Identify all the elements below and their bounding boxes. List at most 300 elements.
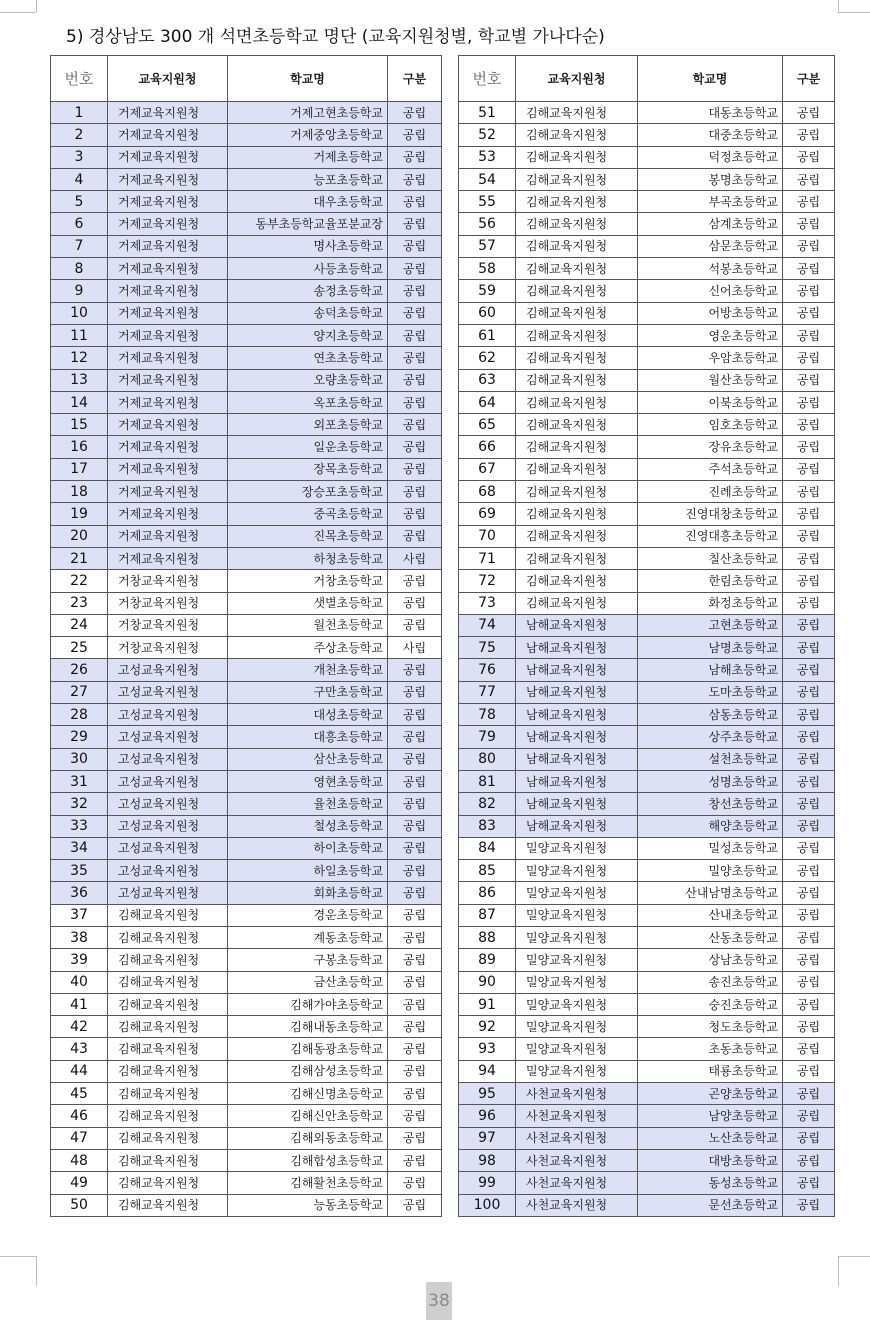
table-row (459, 369, 835, 391)
row-type: 공립 (783, 1083, 835, 1105)
row-type: 공립 (783, 926, 835, 948)
row-school-name: 장승포초등학교 (228, 481, 388, 503)
row-office: 거제교육지원청 (108, 146, 228, 168)
row-office: 김해교육지원청 (516, 102, 638, 124)
row-type: 공립 (783, 124, 835, 146)
header-no: 번호 (459, 56, 516, 102)
table-row (459, 882, 835, 904)
table-row (51, 614, 442, 636)
row-number: 34 (51, 837, 108, 859)
row-office: 김해교육지원청 (108, 949, 228, 971)
row-number: 25 (51, 637, 108, 659)
row-type: 공립 (388, 614, 442, 636)
row-type: 공립 (388, 815, 442, 837)
row-number: 17 (51, 458, 108, 480)
table-row (51, 793, 442, 815)
row-school-name: 사등초등학교 (228, 258, 388, 280)
row-type: 공립 (783, 1038, 835, 1060)
row-number: 57 (459, 235, 516, 257)
row-office: 김해교육지원청 (516, 124, 638, 146)
row-type: 공립 (783, 770, 835, 792)
row-number: 71 (459, 547, 516, 569)
row-office: 거제교육지원청 (108, 324, 228, 346)
row-office: 김해교육지원청 (516, 458, 638, 480)
row-number: 68 (459, 481, 516, 503)
table-row (459, 235, 835, 257)
row-type: 공립 (388, 681, 442, 703)
row-office: 거제교육지원청 (108, 347, 228, 369)
row-office: 거제교육지원청 (108, 102, 228, 124)
row-school-name: 진영대흥초등학교 (638, 525, 783, 547)
row-type: 공립 (388, 882, 442, 904)
row-school-name: 거제초등학교 (228, 146, 388, 168)
header-office: 교육지원청 (108, 56, 228, 102)
row-office: 고성교육지원청 (108, 882, 228, 904)
table-row (459, 570, 835, 592)
table-row (459, 837, 835, 859)
row-number: 70 (459, 525, 516, 547)
row-office: 고성교육지원청 (108, 681, 228, 703)
row-number: 53 (459, 146, 516, 168)
row-school-name: 봉명초등학교 (638, 168, 783, 190)
row-type: 공립 (783, 993, 835, 1015)
row-office: 김해교육지원청 (108, 1149, 228, 1171)
row-office: 김해교육지원청 (108, 1060, 228, 1082)
row-type: 공립 (783, 1016, 835, 1038)
row-number: 20 (51, 525, 108, 547)
row-type: 공립 (388, 347, 442, 369)
row-number: 94 (459, 1060, 516, 1082)
row-school-name: 진목초등학교 (228, 525, 388, 547)
table-row (51, 1127, 442, 1149)
table-row (459, 124, 835, 146)
row-type: 공립 (783, 592, 835, 614)
row-type: 공립 (783, 681, 835, 703)
row-office: 김해교육지원청 (108, 1105, 228, 1127)
row-office: 거제교육지원청 (108, 481, 228, 503)
table-row (459, 637, 835, 659)
table-row (459, 191, 835, 213)
row-type: 공립 (388, 481, 442, 503)
row-office: 거제교육지원청 (108, 436, 228, 458)
row-office: 사천교육지원청 (516, 1127, 638, 1149)
table-header-row (459, 56, 835, 102)
row-school-name: 철성초등학교 (228, 815, 388, 837)
row-office: 거제교육지원청 (108, 525, 228, 547)
table-body-right (459, 102, 835, 1217)
table-row (51, 235, 442, 257)
row-office: 김해교육지원청 (108, 1127, 228, 1149)
row-office: 김해교육지원청 (516, 547, 638, 569)
section-title: 5) 경상남도 300 개 석면초등학교 명단 (교육지원청별, 학교별 가나다순) (66, 27, 605, 47)
row-type: 공립 (388, 146, 442, 168)
row-type: 공립 (783, 414, 835, 436)
row-office: 김해교육지원청 (516, 235, 638, 257)
row-number: 46 (51, 1105, 108, 1127)
row-number: 79 (459, 726, 516, 748)
row-type: 공립 (388, 102, 442, 124)
row-school-name: 주석초등학교 (638, 458, 783, 480)
row-number: 40 (51, 971, 108, 993)
row-office: 거제교육지원청 (108, 503, 228, 525)
row-number: 5 (51, 191, 108, 213)
row-type: 공립 (783, 1149, 835, 1171)
table-row (459, 1149, 835, 1171)
row-office: 김해교육지원청 (516, 436, 638, 458)
row-type: 공립 (388, 124, 442, 146)
row-number: 41 (51, 993, 108, 1015)
table-row (459, 213, 835, 235)
row-number: 54 (459, 168, 516, 190)
row-school-name: 월천초등학교 (228, 614, 388, 636)
row-number: 37 (51, 904, 108, 926)
row-school-name: 성명초등학교 (638, 770, 783, 792)
row-office: 김해교육지원청 (516, 213, 638, 235)
row-type: 공립 (388, 971, 442, 993)
row-school-name: 연초초등학교 (228, 347, 388, 369)
row-school-name: 경운초등학교 (228, 904, 388, 926)
row-number: 78 (459, 704, 516, 726)
row-number: 29 (51, 726, 108, 748)
row-school-name: 문선초등학교 (638, 1194, 783, 1216)
row-school-name: 거제고현초등학교 (228, 102, 388, 124)
table-row (459, 971, 835, 993)
row-school-name: 구봉초등학교 (228, 949, 388, 971)
row-number: 26 (51, 659, 108, 681)
row-number: 99 (459, 1172, 516, 1194)
table-row (51, 481, 442, 503)
row-office: 밀양교육지원청 (516, 926, 638, 948)
table-header-row (51, 56, 442, 102)
row-type: 공립 (388, 458, 442, 480)
row-type: 공립 (388, 726, 442, 748)
school-table-right (458, 55, 835, 1217)
table-row (459, 102, 835, 124)
table-row (51, 302, 442, 324)
row-office: 김해교육지원청 (516, 503, 638, 525)
row-school-name: 태룡초등학교 (638, 1060, 783, 1082)
row-school-name: 김해내동초등학교 (228, 1016, 388, 1038)
row-number: 55 (459, 191, 516, 213)
row-type: 공립 (783, 1172, 835, 1194)
row-office: 김해교육지원청 (108, 971, 228, 993)
row-office: 거제교육지원청 (108, 391, 228, 413)
row-school-name: 동부초등학교율포분교장 (228, 213, 388, 235)
row-number: 67 (459, 458, 516, 480)
page-number: 38 (426, 1282, 452, 1320)
row-school-name: 산동초등학교 (638, 926, 783, 948)
row-type: 공립 (388, 1172, 442, 1194)
row-office: 김해교육지원청 (108, 926, 228, 948)
table-row (51, 1194, 442, 1216)
row-school-name: 칠산초등학교 (638, 547, 783, 569)
row-type: 공립 (783, 837, 835, 859)
row-type: 공립 (388, 1127, 442, 1149)
row-office: 김해교육지원청 (516, 168, 638, 190)
row-school-name: 송진초등학교 (638, 971, 783, 993)
table-row (51, 258, 442, 280)
row-type: 공립 (388, 770, 442, 792)
row-number: 77 (459, 681, 516, 703)
row-school-name: 설천초등학교 (638, 748, 783, 770)
row-type: 공립 (388, 926, 442, 948)
row-type: 사립 (388, 637, 442, 659)
table-row (51, 637, 442, 659)
row-office: 김해교육지원청 (516, 146, 638, 168)
row-type: 공립 (388, 793, 442, 815)
row-type: 공립 (388, 525, 442, 547)
row-number: 42 (51, 1016, 108, 1038)
row-school-name: 밀양초등학교 (638, 860, 783, 882)
table-row (51, 369, 442, 391)
table-row (459, 258, 835, 280)
row-school-name: 덕정초등학교 (638, 146, 783, 168)
row-number: 45 (51, 1083, 108, 1105)
row-office: 사천교육지원청 (516, 1149, 638, 1171)
row-school-name: 계동초등학교 (228, 926, 388, 948)
row-number: 23 (51, 592, 108, 614)
table-row (51, 949, 442, 971)
row-school-name: 영현초등학교 (228, 770, 388, 792)
row-office: 김해교육지원청 (108, 1194, 228, 1216)
row-office: 김해교육지원청 (516, 302, 638, 324)
row-school-name: 이북초등학교 (638, 391, 783, 413)
row-type: 공립 (783, 391, 835, 413)
row-school-name: 남해초등학교 (638, 659, 783, 681)
row-office: 남해교육지원청 (516, 614, 638, 636)
row-office: 김해교육지원청 (516, 592, 638, 614)
table-row (459, 146, 835, 168)
row-school-name: 상남초등학교 (638, 949, 783, 971)
row-type: 공립 (388, 1083, 442, 1105)
row-office: 거창교육지원청 (108, 592, 228, 614)
row-type: 공립 (783, 971, 835, 993)
table-row (51, 525, 442, 547)
row-office: 김해교육지원청 (516, 347, 638, 369)
table-row (51, 882, 442, 904)
row-type: 공립 (783, 458, 835, 480)
row-school-name: 영운초등학교 (638, 324, 783, 346)
row-office: 남해교육지원청 (516, 770, 638, 792)
row-type: 공립 (388, 1194, 442, 1216)
row-number: 1 (51, 102, 108, 124)
row-number: 50 (51, 1194, 108, 1216)
table-row (459, 302, 835, 324)
table-row (51, 748, 442, 770)
table-row (51, 815, 442, 837)
row-school-name: 초동초등학교 (638, 1038, 783, 1060)
row-school-name: 샛별초등학교 (228, 592, 388, 614)
row-school-name: 능동초등학교 (228, 1194, 388, 1216)
row-number: 48 (51, 1149, 108, 1171)
table-row (51, 102, 442, 124)
table-row (459, 347, 835, 369)
table-row (51, 860, 442, 882)
row-office: 거창교육지원청 (108, 637, 228, 659)
crop-mark (838, 1256, 840, 1286)
row-office: 거제교육지원청 (108, 369, 228, 391)
row-school-name: 율천초등학교 (228, 793, 388, 815)
table-row (51, 124, 442, 146)
header-type: 구분 (783, 56, 835, 102)
crop-mark (36, 1256, 38, 1286)
row-office: 고성교육지원청 (108, 793, 228, 815)
table-row (459, 815, 835, 837)
crop-mark (838, 1256, 870, 1258)
row-type: 공립 (783, 882, 835, 904)
row-office: 밀양교육지원청 (516, 882, 638, 904)
row-school-name: 진례초등학교 (638, 481, 783, 503)
row-office: 김해교육지원청 (516, 570, 638, 592)
row-type: 공립 (388, 1038, 442, 1060)
row-school-name: 해양초등학교 (638, 815, 783, 837)
row-office: 거창교육지원청 (108, 570, 228, 592)
table-row (459, 1038, 835, 1060)
table-row (459, 926, 835, 948)
table-row (459, 993, 835, 1015)
row-type: 공립 (783, 1127, 835, 1149)
row-type: 공립 (783, 637, 835, 659)
row-school-name: 양지초등학교 (228, 324, 388, 346)
table-row (459, 458, 835, 480)
row-type: 공립 (388, 570, 442, 592)
row-school-name: 산내초등학교 (638, 904, 783, 926)
row-school-name: 석봉초등학교 (638, 258, 783, 280)
row-office: 김해교육지원청 (108, 1016, 228, 1038)
row-office: 남해교육지원청 (516, 793, 638, 815)
crop-mark (0, 1256, 36, 1258)
table-row (51, 347, 442, 369)
row-school-name: 구만초등학교 (228, 681, 388, 703)
row-number: 92 (459, 1016, 516, 1038)
row-number: 22 (51, 570, 108, 592)
row-number: 33 (51, 815, 108, 837)
row-school-name: 외포초등학교 (228, 414, 388, 436)
row-school-name: 삼동초등학교 (638, 704, 783, 726)
table-row (459, 1127, 835, 1149)
row-type: 공립 (783, 369, 835, 391)
table-row (459, 168, 835, 190)
row-school-name: 옥포초등학교 (228, 391, 388, 413)
crop-mark (838, 0, 840, 12)
header-no: 번호 (51, 56, 108, 102)
row-type: 공립 (783, 235, 835, 257)
table-row (51, 726, 442, 748)
row-school-name: 삼산초등학교 (228, 748, 388, 770)
row-office: 남해교육지원청 (516, 748, 638, 770)
row-office: 김해교육지원청 (516, 414, 638, 436)
row-office: 김해교육지원청 (516, 324, 638, 346)
row-number: 21 (51, 547, 108, 569)
table-row (51, 993, 442, 1015)
row-number: 89 (459, 949, 516, 971)
school-table-left (50, 55, 442, 1217)
row-school-name: 장유초등학교 (638, 436, 783, 458)
table-row (51, 926, 442, 948)
row-number: 82 (459, 793, 516, 815)
row-school-name: 남양초등학교 (638, 1105, 783, 1127)
row-number: 76 (459, 659, 516, 681)
row-school-name: 곤양초등학교 (638, 1083, 783, 1105)
row-type: 공립 (388, 1149, 442, 1171)
row-type: 공립 (783, 704, 835, 726)
crop-mark (36, 0, 38, 12)
row-office: 거제교육지원청 (108, 458, 228, 480)
row-school-name: 대성초등학교 (228, 704, 388, 726)
row-office: 밀양교육지원청 (516, 1060, 638, 1082)
row-office: 고성교육지원청 (108, 815, 228, 837)
row-type: 공립 (783, 726, 835, 748)
table-row (51, 1149, 442, 1171)
row-number: 90 (459, 971, 516, 993)
row-number: 38 (51, 926, 108, 948)
row-type: 공립 (783, 258, 835, 280)
row-type: 공립 (388, 436, 442, 458)
row-number: 27 (51, 681, 108, 703)
row-office: 김해교육지원청 (516, 525, 638, 547)
row-school-name: 일운초등학교 (228, 436, 388, 458)
table-body-left (51, 102, 442, 1217)
row-type: 공립 (388, 993, 442, 1015)
row-number: 95 (459, 1083, 516, 1105)
row-school-name: 거제중앙초등학교 (228, 124, 388, 146)
row-office: 김해교육지원청 (516, 258, 638, 280)
row-office: 거제교육지원청 (108, 547, 228, 569)
row-school-name: 남명초등학교 (638, 637, 783, 659)
row-type: 공립 (783, 436, 835, 458)
row-number: 100 (459, 1194, 516, 1216)
row-office: 김해교육지원청 (516, 191, 638, 213)
row-number: 10 (51, 302, 108, 324)
table-row (459, 547, 835, 569)
table-row (51, 1105, 442, 1127)
row-type: 사립 (388, 547, 442, 569)
row-school-name: 도마초등학교 (638, 681, 783, 703)
row-office: 고성교육지원청 (108, 748, 228, 770)
row-office: 거창교육지원청 (108, 614, 228, 636)
table-row (51, 191, 442, 213)
row-number: 96 (459, 1105, 516, 1127)
row-office: 거제교육지원청 (108, 235, 228, 257)
row-number: 15 (51, 414, 108, 436)
row-type: 공립 (783, 748, 835, 770)
crop-mark (838, 12, 870, 14)
row-school-name: 신어초등학교 (638, 280, 783, 302)
row-number: 91 (459, 993, 516, 1015)
table-row (459, 525, 835, 547)
table-row (459, 748, 835, 770)
table-row (459, 391, 835, 413)
row-number: 93 (459, 1038, 516, 1060)
row-number: 18 (51, 481, 108, 503)
row-number: 60 (459, 302, 516, 324)
row-school-name: 김해삼성초등학교 (228, 1060, 388, 1082)
table-row (459, 1105, 835, 1127)
row-number: 14 (51, 391, 108, 413)
row-school-name: 노산초등학교 (638, 1127, 783, 1149)
row-office: 김해교육지원청 (108, 1038, 228, 1060)
row-type: 공립 (388, 904, 442, 926)
table-row (51, 458, 442, 480)
row-type: 공립 (783, 614, 835, 636)
row-number: 65 (459, 414, 516, 436)
row-number: 44 (51, 1060, 108, 1082)
table-row (459, 949, 835, 971)
row-school-name: 숭진초등학교 (638, 993, 783, 1015)
table-row (51, 904, 442, 926)
table-row (51, 168, 442, 190)
row-type: 공립 (783, 481, 835, 503)
